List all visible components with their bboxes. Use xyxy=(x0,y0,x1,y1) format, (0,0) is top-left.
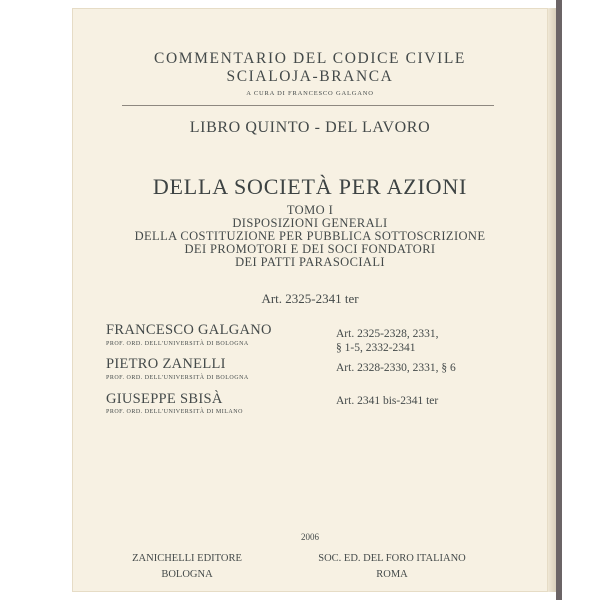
publisher-name: ZANICHELLI EDITORE xyxy=(132,553,242,564)
page-edge xyxy=(548,8,556,592)
publisher-city: BOLOGNA xyxy=(161,569,213,580)
author-name: GIUSEPPE SBISÀ xyxy=(106,391,223,407)
author-affiliation: PROF. ORD. DELL'UNIVERSITÀ DI MILANO xyxy=(106,409,243,415)
publisher-city: ROMA xyxy=(376,569,408,580)
publisher-left xyxy=(72,551,302,583)
author-articles: Art. 2328-2330, 2331, § 6 xyxy=(336,362,456,374)
author-articles: § 1-5, 2332-2341 xyxy=(336,342,416,354)
author-name: FRANCESCO GALGANO xyxy=(106,322,272,338)
article-range: Art. 2325-2341 ter xyxy=(261,291,359,306)
series-subtitle: SCIALOJA-BRANCA xyxy=(226,68,394,85)
book-part: LIBRO QUINTO - DEL LAVORO xyxy=(189,119,431,136)
subtitle-line: DISPOSIZIONI GENERALI xyxy=(232,216,388,230)
book-spine xyxy=(556,0,562,600)
main-title: DELLA SOCIETÀ PER AZIONI xyxy=(152,174,468,199)
publication-year: 2006 xyxy=(301,532,319,542)
author-affiliation: PROF. ORD. DELL'UNIVERSITÀ DI BOLOGNA xyxy=(106,375,249,381)
series-title: COMMENTARIO DEL CODICE CIVILE xyxy=(154,50,466,67)
title-page xyxy=(72,8,548,592)
subtitle-line: DEI PROMOTORI E DEI SOCI FONDATORI xyxy=(184,242,436,256)
subtitle-line: DEI PATTI PARASOCIALI xyxy=(235,255,385,269)
author-articles: Art. 2341 bis-2341 ter xyxy=(336,395,439,407)
publisher-right xyxy=(282,551,502,583)
subtitle-line: TOMO I xyxy=(286,203,334,217)
author-affiliation: PROF. ORD. DELL'UNIVERSITÀ DI BOLOGNA xyxy=(106,341,249,347)
publisher-name: SOC. ED. DEL FORO ITALIANO xyxy=(318,553,466,564)
subtitle-line: DELLA COSTITUZIONE PER PUBBLICA SOTTOSCRIZIONE xyxy=(134,229,486,243)
author-name: PIETRO ZANELLI xyxy=(106,356,226,372)
series-editor: A CURA DI FRANCESCO GALGANO xyxy=(246,90,374,97)
divider-rule xyxy=(122,105,494,106)
author-articles: Art. 2325-2328, 2331, xyxy=(336,328,439,340)
